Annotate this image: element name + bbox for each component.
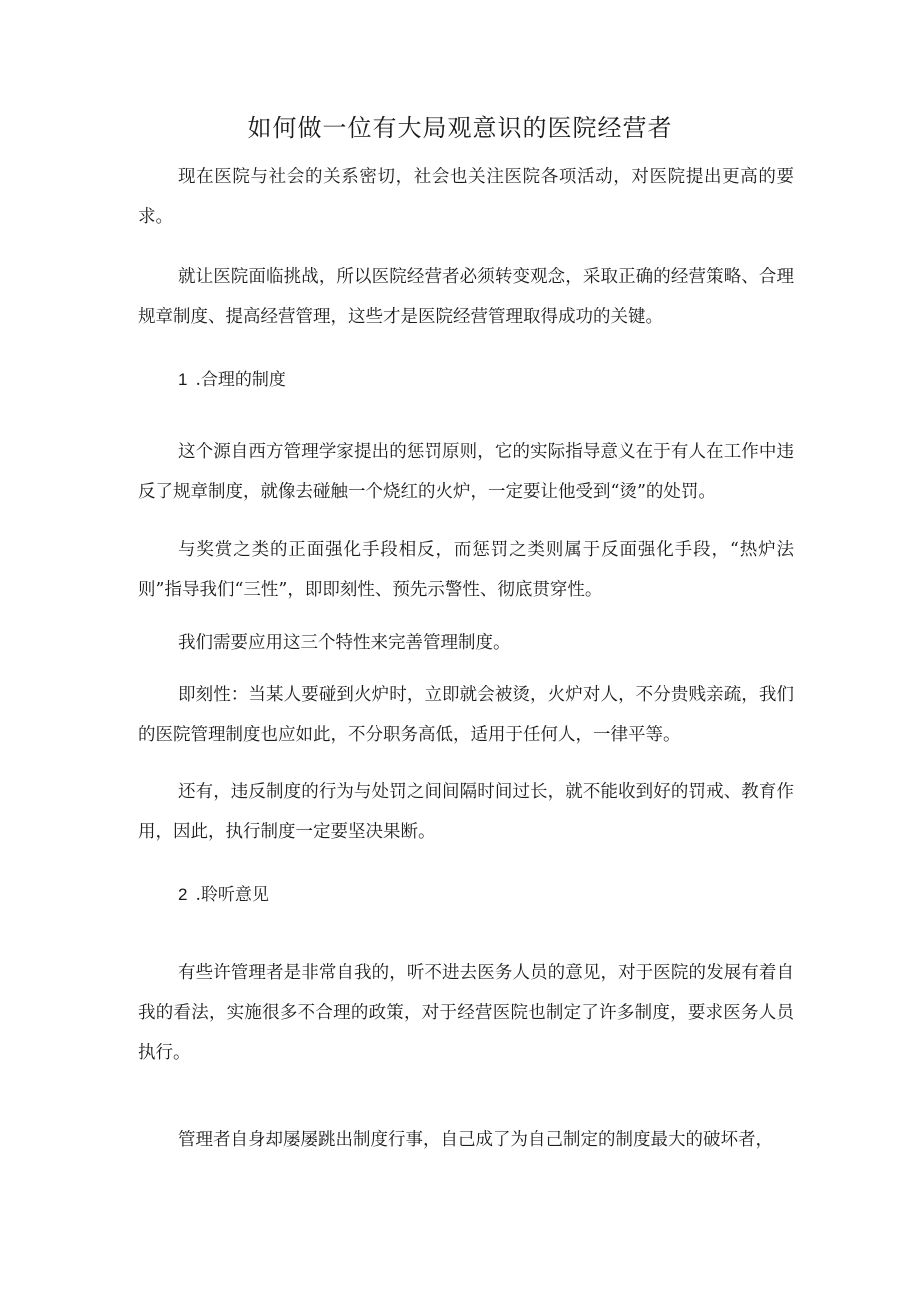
section-1-paragraph-2: 与奖赏之类的正面强化手段相反，而惩罚之类则属于反面强化手段，“热炉法则”指导我们“三性”，即即刻性、预先示警性、彻底贯穿性。 xyxy=(138,540,794,600)
section-2-paragraph-1: 有些许管理者是非常自我的，听不进去医务人员的意见，对于医院的发展有着自我的看法，实施很多不合理的政策，对于经营医院也制定了许多制度，要求医务人员执行。 xyxy=(138,963,794,1063)
section-1-paragraph-3: 我们需要应用这三个特性来完善管理制度。 xyxy=(178,633,511,653)
section-2-number: 2 xyxy=(178,885,188,904)
section-1-label: .合理的制度 xyxy=(195,370,286,390)
section-2-heading xyxy=(178,875,269,915)
section-1-paragraph-4: 即刻性：当某人要碰到火炉时，立即就会被烫，火炉对人，不分贵贱亲疏，我们的医院管理制度也应如此，不分职务高低，适用于任何人，一律平等。 xyxy=(138,685,794,745)
section-1-paragraph-5: 还有，违反制度的行为与处罚之间间隔时间过长，就不能收到好的罚戒、教育作用，因此，执行制度一定要坚决果断。 xyxy=(138,782,794,842)
section-2-label: .聆听意见 xyxy=(195,885,269,905)
section-1-paragraph-1: 这个源自西方管理学家提出的惩罚原则，它的实际指导意义在于有人在工作中违反了规章制度，就像去碰触一个烧红的火炉，一定要让他受到“烫”的处罚。 xyxy=(138,442,794,502)
section-1-heading xyxy=(178,360,286,400)
document-title: 如何做一位有大局观意识的医院经营者 xyxy=(247,114,673,142)
section-1-number: 1 xyxy=(178,370,188,389)
intro-paragraph-1: 现在医院与社会的关系密切，社会也关注医院各项活动，对医院提出更高的要求。 xyxy=(138,167,794,227)
section-2-paragraph-2: 管理者自身却屡屡跳出制度行事，自己成了为自己制定的制度最大的破坏者， xyxy=(178,1130,773,1150)
intro-paragraph-2: 就让医院面临挑战，所以医院经营者必须转变观念，采取正确的经营策略、合理规章制度、提高经营管理，这些才是医院经营管理取得成功的关键。 xyxy=(138,267,794,327)
